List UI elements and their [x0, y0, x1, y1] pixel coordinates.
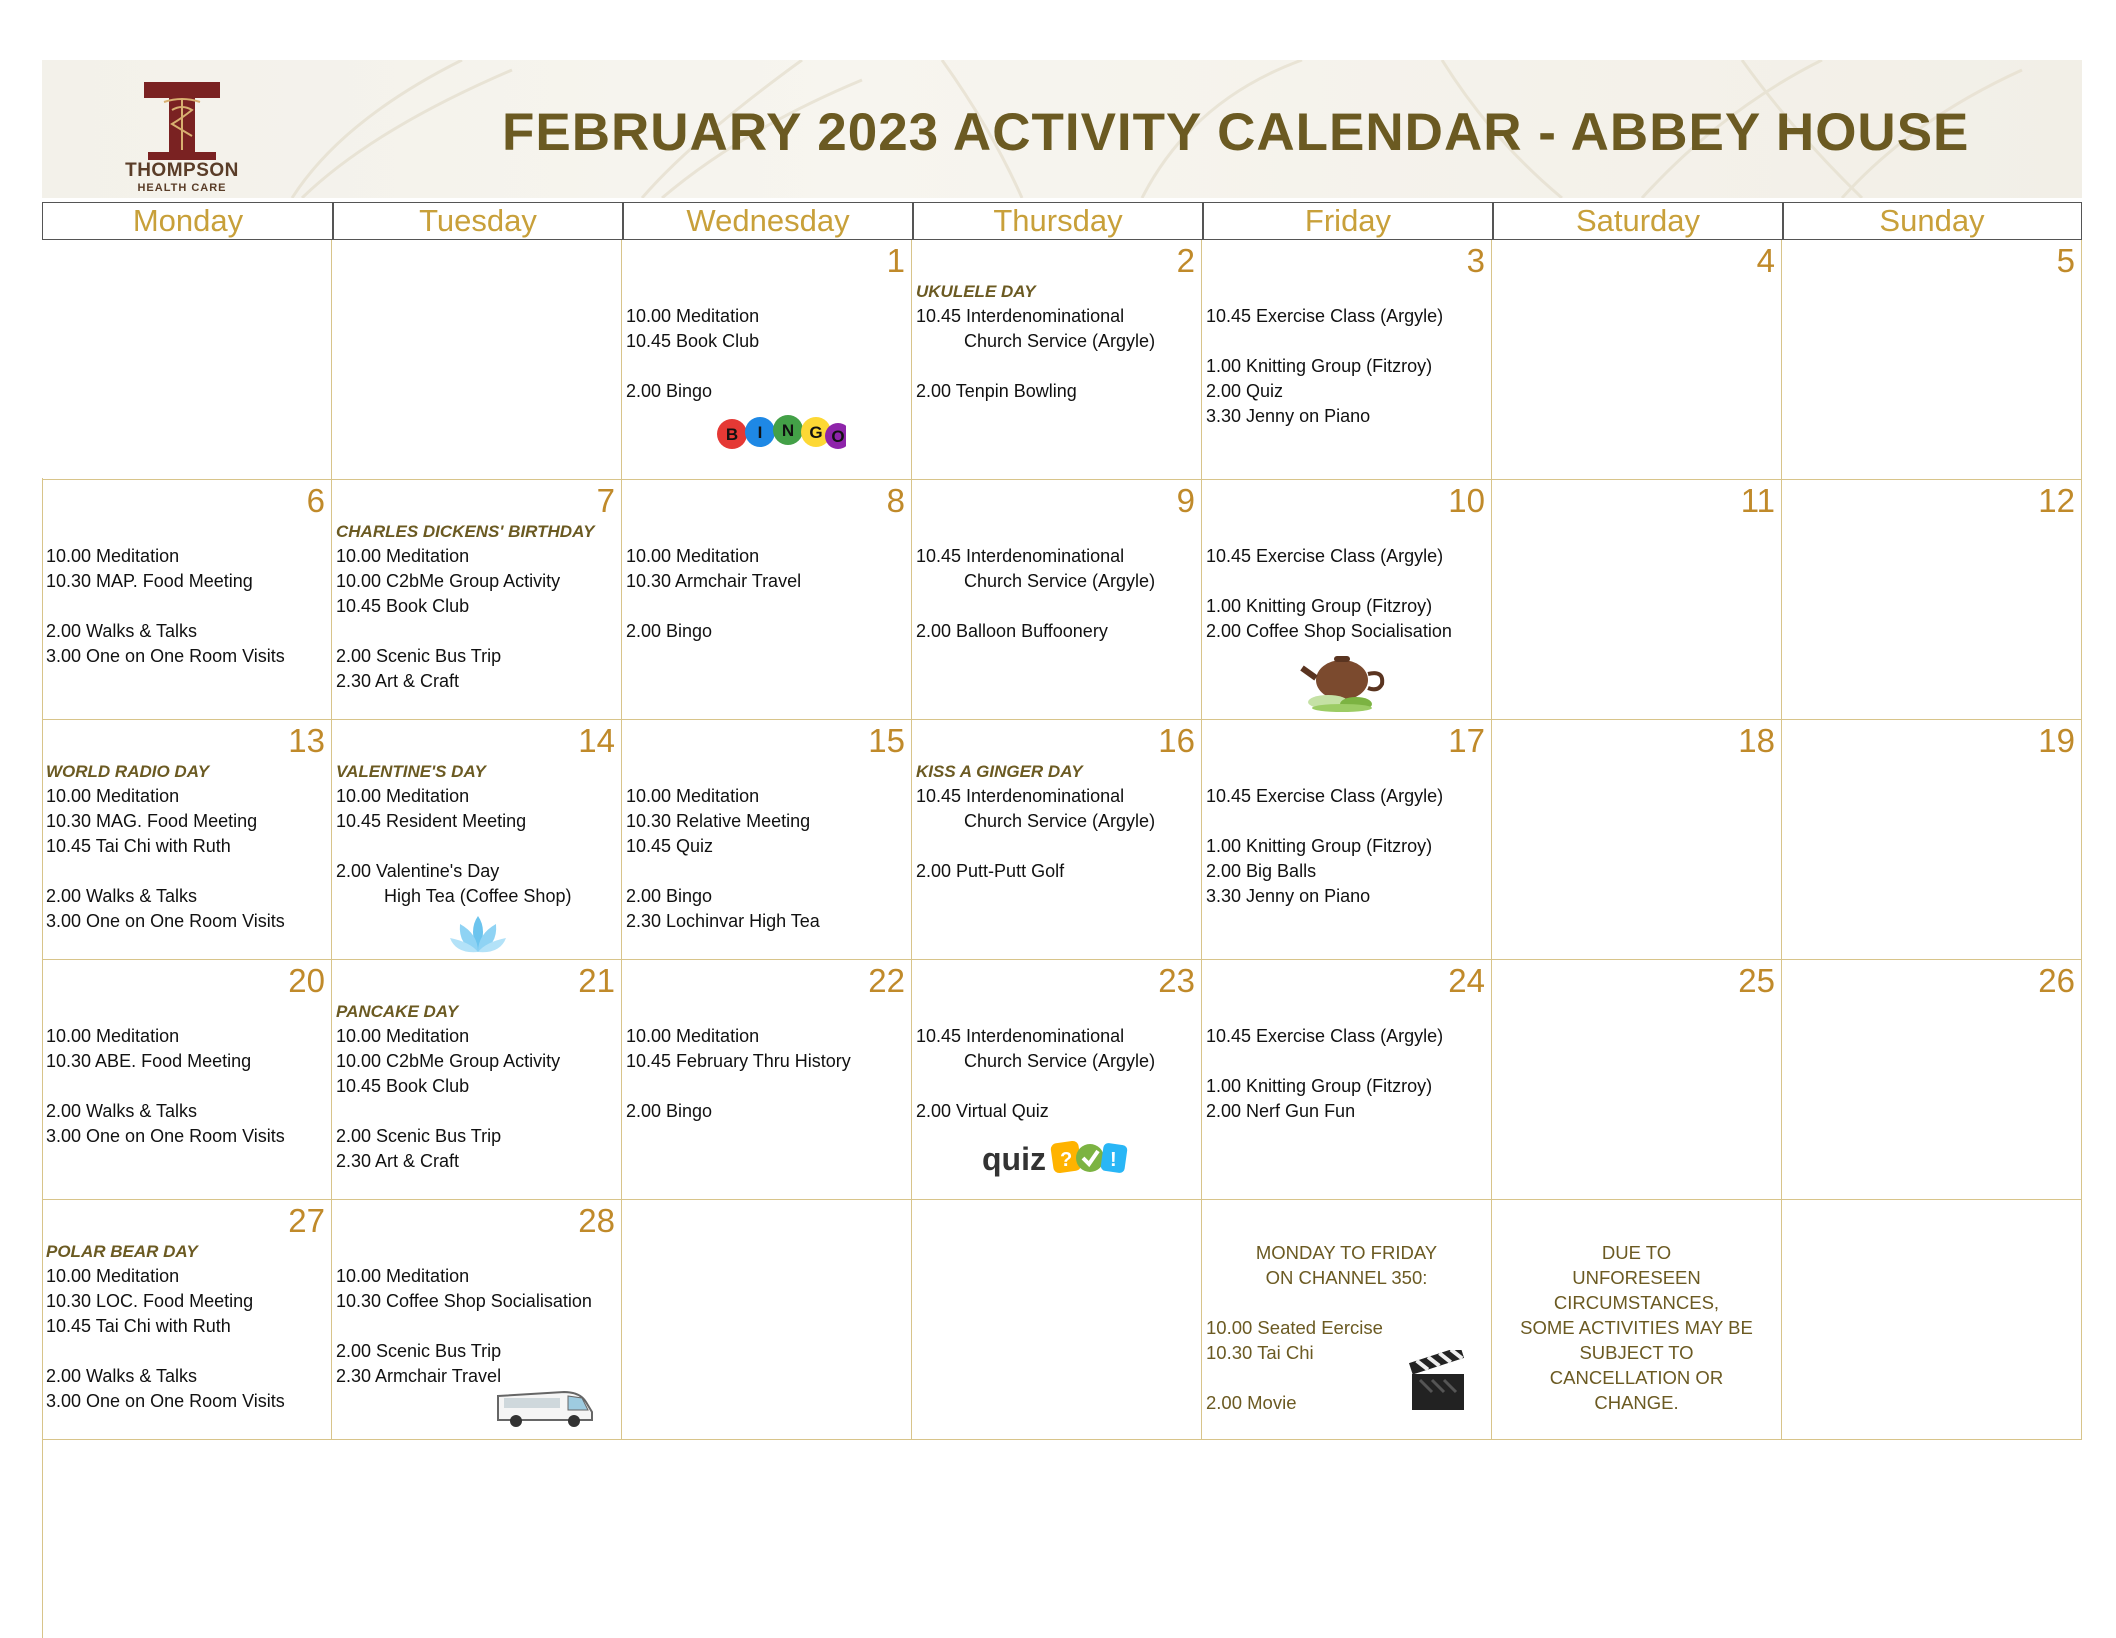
event-item: Church Service (Argyle)	[964, 571, 1156, 591]
calendar-cell-day	[1202, 960, 1492, 1200]
logo-t-icon	[112, 78, 252, 162]
event-item: 10.45 Book Club	[336, 596, 470, 616]
event-item: 2.00 Nerf Gun Fun	[1206, 1101, 1356, 1121]
day-number: 22	[868, 962, 905, 999]
minibus-icon	[494, 1386, 596, 1428]
note-line: 2.00 Movie	[1206, 1392, 1297, 1413]
calendar-cell-day	[912, 240, 1202, 480]
day-number: 25	[1738, 962, 1775, 999]
day-number: 11	[1740, 482, 1775, 519]
special-day-label: CHARLES DICKENS' BIRTHDAY	[336, 522, 595, 541]
day-header-friday: Friday	[1202, 202, 1494, 240]
event-item: 2.30 Armchair Travel	[336, 1366, 502, 1386]
note-line: SOME ACTIVITIES MAY BE	[1520, 1317, 1753, 1338]
event-item: 10.00 Meditation	[46, 1026, 180, 1046]
clapperboard-icon	[1406, 1350, 1470, 1414]
calendar-cell-day	[1202, 480, 1492, 720]
day-header-sunday: Sunday	[1782, 202, 2082, 240]
calendar-cell-day	[1492, 960, 1782, 1200]
event-item: 10.45 Interdenominational	[916, 546, 1125, 566]
event-item: 2.00 Bingo	[626, 381, 713, 401]
day-number: 26	[2038, 962, 2075, 999]
lotus-flower-icon	[448, 912, 508, 956]
event-item: 3.30 Jenny on Piano	[1206, 886, 1371, 906]
calendar-cell-empty	[1782, 1200, 2082, 1440]
event-item: 10.45 Resident Meeting	[336, 811, 527, 831]
calendar-cell-empty	[912, 1200, 1202, 1440]
calendar-cell-day	[622, 480, 912, 720]
day-header-thursday: Thursday	[912, 202, 1204, 240]
event-item: Church Service (Argyle)	[964, 811, 1156, 831]
special-day-label: UKULELE DAY	[916, 282, 1036, 301]
event-item: High Tea (Coffee Shop)	[384, 886, 572, 906]
calendar-cell-day	[332, 720, 622, 960]
calendar-cell-day	[42, 960, 332, 1200]
calendar-cell-day	[1782, 960, 2082, 1200]
day-header-tuesday: Tuesday	[332, 202, 624, 240]
calendar-cell-day	[42, 720, 332, 960]
event-item: 10.00 Meditation	[626, 306, 760, 326]
special-day-label: PANCAKE DAY	[336, 1002, 459, 1021]
day-number: 5	[2056, 242, 2075, 279]
note-line: UNFORESEEN	[1572, 1267, 1701, 1288]
event-item: 10.45 Exercise Class (Argyle)	[1206, 306, 1444, 326]
day-header-monday: Monday	[42, 202, 334, 240]
day-number: 14	[578, 722, 615, 759]
event-item: 10.45 Interdenominational	[916, 786, 1125, 806]
special-day-label: WORLD RADIO DAY	[46, 762, 210, 781]
note-line: CHANGE.	[1594, 1392, 1679, 1413]
logo-text-thompson: THOMPSON	[125, 160, 239, 181]
calendar-cell-day	[332, 480, 622, 720]
day-number: 12	[2038, 482, 2075, 519]
calendar-cell-day	[912, 960, 1202, 1200]
day-number: 13	[288, 722, 325, 759]
day-number: 20	[288, 962, 325, 999]
event-item: 2.00 Scenic Bus Trip	[336, 1126, 502, 1146]
event-item: 2.00 Balloon Buffoonery	[916, 621, 1108, 641]
event-item: 2.00 Big Balls	[1206, 861, 1317, 881]
event-item: 2.00 Walks & Talks	[46, 621, 198, 641]
day-number: 4	[1756, 242, 1775, 279]
event-item: 3.00 One on One Room Visits	[46, 1126, 285, 1146]
day-number: 21	[578, 962, 615, 999]
event-item: 10.45 Interdenominational	[916, 1026, 1125, 1046]
event-item: 10.45 February Thru History	[626, 1051, 851, 1071]
svg-text:!: !	[1110, 1149, 1117, 1171]
special-day-label: VALENTINE'S DAY	[336, 762, 486, 781]
event-item: 2.00 Bingo	[626, 621, 713, 641]
note-line: CIRCUMSTANCES,	[1553, 1292, 1720, 1313]
event-item: 10.00 Meditation	[46, 546, 180, 566]
day-number: 1	[886, 242, 905, 279]
event-item: 10.00 C2bMe Group Activity	[336, 571, 561, 591]
event-item: 10.45 Tai Chi with Ruth	[46, 1316, 231, 1336]
day-number: 2	[1176, 242, 1195, 279]
event-item: 10.00 Meditation	[336, 546, 470, 566]
event-item: 3.30 Jenny on Piano	[1206, 406, 1371, 426]
day-number: 23	[1158, 962, 1195, 999]
day-number: 27	[288, 1202, 325, 1239]
note-line: 10.30 Tai Chi	[1206, 1342, 1314, 1363]
event-item: 10.45 Exercise Class (Argyle)	[1206, 1026, 1444, 1046]
calendar-cell-day	[1202, 720, 1492, 960]
calendar-cell-day	[1492, 240, 1782, 480]
calendar-cell-day	[1782, 480, 2082, 720]
event-item: 10.00 C2bMe Group Activity	[336, 1051, 561, 1071]
calendar-cell-empty	[332, 240, 622, 480]
event-item: 2.00 Bingo	[626, 1101, 713, 1121]
calendar-cell-day	[912, 720, 1202, 960]
svg-text:G: G	[809, 423, 823, 442]
event-item: 10.30 LOC. Food Meeting	[46, 1291, 254, 1311]
event-item: 2.00 Quiz	[1206, 381, 1284, 401]
event-item: 10.30 Coffee Shop Socialisation	[336, 1291, 592, 1311]
day-number: 8	[886, 482, 905, 519]
event-item: 1.00 Knitting Group (Fitzroy)	[1206, 596, 1433, 616]
note-line: CANCELLATION OR	[1549, 1367, 1724, 1388]
logo-text-health-care: HEALTH CARE	[137, 182, 227, 194]
event-item: 10.30 Armchair Travel	[626, 571, 802, 591]
event-item: 10.00 Meditation	[336, 1026, 470, 1046]
page-title: FEBRUARY 2023 ACTIVITY CALENDAR - ABBEY HOUSE	[502, 103, 1970, 162]
note-line: SUBJECT TO	[1579, 1342, 1694, 1363]
event-item: 10.30 MAG. Food Meeting	[46, 811, 258, 831]
disclaimer-note	[1492, 1200, 1782, 1440]
special-day-label: KISS A GINGER DAY	[916, 762, 1083, 781]
calendar-cell-day	[42, 480, 332, 720]
quiz-logo-icon	[980, 1136, 1130, 1180]
event-item: 10.30 MAP. Food Meeting	[46, 571, 253, 591]
calendar-header	[42, 60, 2082, 198]
event-item: 2.00 Coffee Shop Socialisation	[1206, 621, 1452, 641]
calendar-cell-day	[622, 960, 912, 1200]
event-item: 10.00 Meditation	[336, 786, 470, 806]
thompson-logo	[112, 78, 252, 196]
event-item: 2.00 Tenpin Bowling	[916, 381, 1077, 401]
day-number: 28	[578, 1202, 615, 1239]
day-number: 17	[1448, 722, 1485, 759]
calendar-cell-day	[1782, 240, 2082, 480]
event-item: 2.30 Lochinvar High Tea	[626, 911, 820, 931]
event-item: 2.00 Walks & Talks	[46, 1366, 198, 1386]
day-header-saturday: Saturday	[1492, 202, 1784, 240]
event-item: 2.30 Art & Craft	[336, 1151, 460, 1171]
event-item: 2.00 Virtual Quiz	[916, 1101, 1049, 1121]
teapot-icon	[1298, 644, 1388, 714]
day-number: 6	[306, 482, 325, 519]
event-item: 1.00 Knitting Group (Fitzroy)	[1206, 836, 1433, 856]
calendar-cell-day	[42, 1200, 332, 1440]
svg-text:O: O	[831, 427, 845, 446]
event-item: 3.00 One on One Room Visits	[46, 1391, 285, 1411]
svg-text:I: I	[757, 423, 763, 442]
event-item: 1.00 Knitting Group (Fitzroy)	[1206, 356, 1433, 376]
event-item: 10.00 Meditation	[626, 1026, 760, 1046]
event-item: 10.45 Tai Chi with Ruth	[46, 836, 231, 856]
event-item: 3.00 One on One Room Visits	[46, 646, 285, 666]
svg-text:?: ?	[1060, 1149, 1073, 1171]
calendar-cell-day	[1202, 240, 1492, 480]
note-line: ON CHANNEL 350:	[1265, 1267, 1428, 1288]
day-header-wednesday: Wednesday	[622, 202, 914, 240]
note-line: MONDAY TO FRIDAY	[1255, 1242, 1438, 1263]
calendar-cell-day	[332, 1200, 622, 1440]
day-number: 10	[1448, 482, 1485, 519]
event-item: 10.45 Interdenominational	[916, 306, 1125, 326]
event-item: 2.00 Scenic Bus Trip	[336, 646, 502, 666]
event-item: 10.45 Book Club	[336, 1076, 470, 1096]
calendar-cell-day	[1782, 720, 2082, 960]
day-number: 24	[1448, 962, 1485, 999]
event-item: 10.45 Book Club	[626, 331, 760, 351]
event-item: 10.00 Meditation	[626, 546, 760, 566]
event-item: 2.00 Walks & Talks	[46, 886, 198, 906]
day-number: 3	[1466, 242, 1485, 279]
event-item: 3.00 One on One Room Visits	[46, 911, 285, 931]
event-item: 10.00 Meditation	[626, 786, 760, 806]
quiz-logo-text: quiz	[982, 1141, 1046, 1177]
event-item: 2.30 Art & Craft	[336, 671, 460, 691]
event-item: 10.45 Exercise Class (Argyle)	[1206, 546, 1444, 566]
day-number: 16	[1158, 722, 1195, 759]
event-item: 10.00 Meditation	[46, 1266, 180, 1286]
svg-text:N: N	[781, 421, 795, 440]
channel-schedule-note	[1202, 1200, 1492, 1440]
event-item: 2.00 Valentine's Day	[336, 861, 500, 881]
event-item: 2.00 Putt-Putt Golf	[916, 861, 1065, 881]
event-item: 10.45 Quiz	[626, 836, 714, 856]
event-item: 10.00 Meditation	[336, 1266, 470, 1286]
day-number: 19	[2038, 722, 2075, 759]
calendar-cell-empty	[622, 1200, 912, 1440]
calendar-cell-day	[1492, 720, 1782, 960]
event-item: 2.00 Bingo	[626, 886, 713, 906]
event-item: 2.00 Scenic Bus Trip	[336, 1341, 502, 1361]
event-item: 10.45 Exercise Class (Argyle)	[1206, 786, 1444, 806]
event-item: Church Service (Argyle)	[964, 331, 1156, 351]
event-item: 10.30 ABE. Food Meeting	[46, 1051, 252, 1071]
calendar-cell-day	[912, 480, 1202, 720]
note-line: 10.00 Seated Eercise	[1206, 1317, 1383, 1338]
bingo-balls-icon	[716, 412, 846, 454]
event-item: 2.00 Walks & Talks	[46, 1101, 198, 1121]
event-item: Church Service (Argyle)	[964, 1051, 1156, 1071]
calendar-cell-day	[1492, 480, 1782, 720]
day-number: 18	[1738, 722, 1775, 759]
special-day-label: POLAR BEAR DAY	[46, 1242, 198, 1261]
note-line: DUE TO	[1601, 1242, 1672, 1263]
day-number: 9	[1176, 482, 1195, 519]
calendar-cell-day	[622, 720, 912, 960]
day-number: 7	[596, 482, 615, 519]
event-item: 1.00 Knitting Group (Fitzroy)	[1206, 1076, 1433, 1096]
calendar-cell-empty	[42, 240, 332, 480]
svg-text:B: B	[725, 425, 739, 444]
calendar-cell-day	[332, 960, 622, 1200]
event-item: 10.30 Relative Meeting	[626, 811, 811, 831]
day-number: 15	[868, 722, 905, 759]
calendar-cell-day	[622, 240, 912, 480]
event-item: 10.00 Meditation	[46, 786, 180, 806]
